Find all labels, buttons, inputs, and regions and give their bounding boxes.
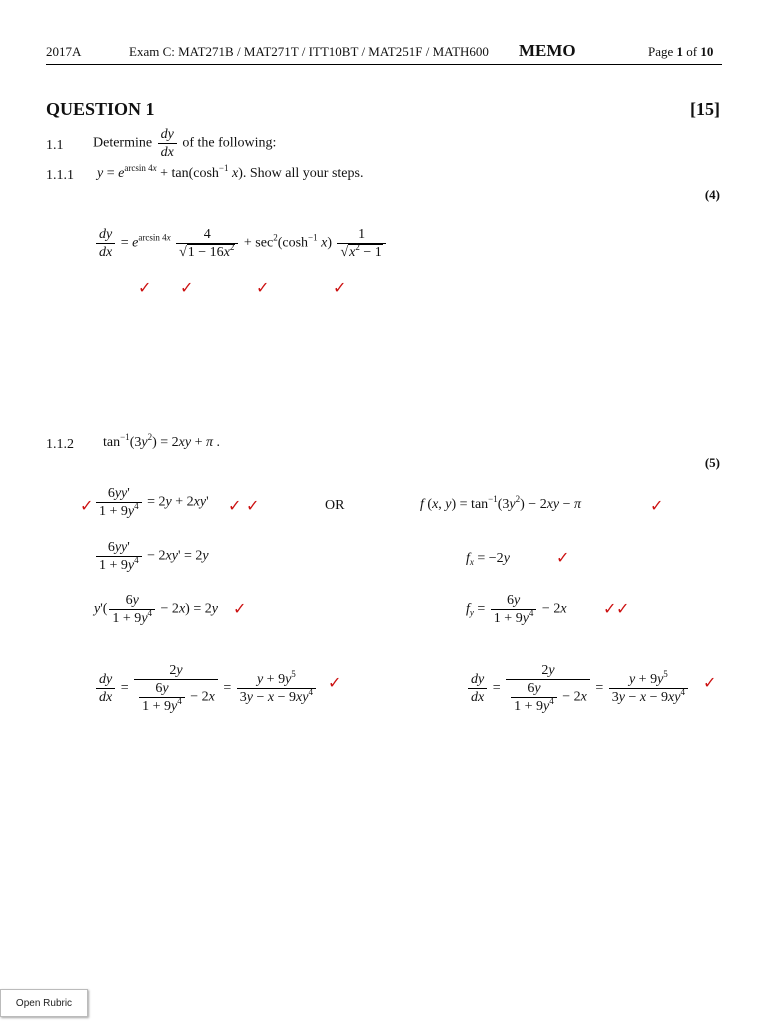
tick-mark: ✓ <box>80 496 94 515</box>
tick-mark: ✓ <box>616 599 630 618</box>
tick-mark: ✓ <box>138 278 152 297</box>
q1-1-1-number: 1.1.1 <box>46 168 74 183</box>
q1-1-1-equation: $y = e^{arcsin 4x} + \tan(\cosh^{-1}$ x). Show all your steps. <box>97 163 364 181</box>
tick-mark: ✓ <box>233 599 247 618</box>
header-rule <box>46 64 722 65</box>
tick-mark: ✓ <box>228 496 242 515</box>
header-exam-codes: Exam C: MAT271B / MAT271T / ITT10BT / MAT251F / MATH600 <box>129 44 489 59</box>
header-year: 2017A <box>46 44 82 59</box>
implicit-step-2: $\frac{6yy'}{1 + 9y^4}$ − 2xy' = 2y <box>94 539 209 574</box>
q1-1-1-marks: (4) <box>704 187 720 202</box>
or-connector: OR <box>325 498 345 513</box>
open-rubric-button[interactable]: Open Rubric <box>0 989 88 1017</box>
tick-mark: ✓ <box>333 278 347 297</box>
tick-mark: ✓ <box>246 496 260 515</box>
tick-mark: ✓ <box>556 548 570 567</box>
implicit-step-4: $\frac{dy}{dx}$ = 2y $\frac{6y}{1 + 9y^4}$ − 2x = $\frac{y + 9y^5}{3y - x - 9xy^4}$ <box>94 662 318 715</box>
header-memo: MEMO <box>519 41 576 60</box>
tick-mark: ✓ <box>650 496 664 515</box>
q1-1-number: 1.1 <box>46 138 64 153</box>
implicit-step-3: y'( $\frac{6y}{1 + 9y^4}$ − 2x) = 2y <box>94 593 218 626</box>
tick-mark: ✓ <box>180 278 194 297</box>
implicit-step-1: $\frac{6yy'}{1 + 9y^4}$ = 2y + 2xy' <box>94 485 209 520</box>
partial-f-definition: f (x, $y) = \tan^{-1}(3y^2) - 2xy - \pi$ <box>420 494 582 512</box>
q1-1-2-marks: (5) <box>704 455 720 470</box>
tick-mark: ✓ <box>256 278 270 297</box>
question-marks: [15] <box>690 99 720 119</box>
q1-1-2-number: 1.1.2 <box>46 437 74 452</box>
q1-1-prompt: Determine $\frac{dy}{dx}$ of the following: <box>93 127 277 160</box>
partial-dy-dx: $\frac{dy}{dx}$ = 2y $\frac{6y}{1 + 9y^4}$ − 2x = $\frac{y + 9y^5}{3y - x - 9xy^4}$ <box>466 662 690 715</box>
tick-mark: ✓ <box>703 673 717 692</box>
question-title: QUESTION 1 <box>46 99 155 119</box>
page-indicator: Page 1 of 10 <box>648 44 714 59</box>
partial-fy: $f_y$ = $\frac{6y}{1 + 9y^4}$ − 2x <box>466 593 567 626</box>
partial-fx: $f_x = -2y$ <box>466 551 510 567</box>
q1-1-1-solution: $\frac{dy}{dx}$ = $e^{arcsin 4x}$ $\frac{4}{√1 - 16x^2}$ + $\sec^2(\cosh^{-1}$ x) $\frac{1}{√x^2 - 1}$ <box>94 226 388 261</box>
tick-mark: ✓ <box>603 599 617 618</box>
tick-mark: ✓ <box>328 673 342 692</box>
q1-1-2-equation: $\tan^{-1}(3y^2) = 2xy + \pi$ . <box>103 432 220 450</box>
